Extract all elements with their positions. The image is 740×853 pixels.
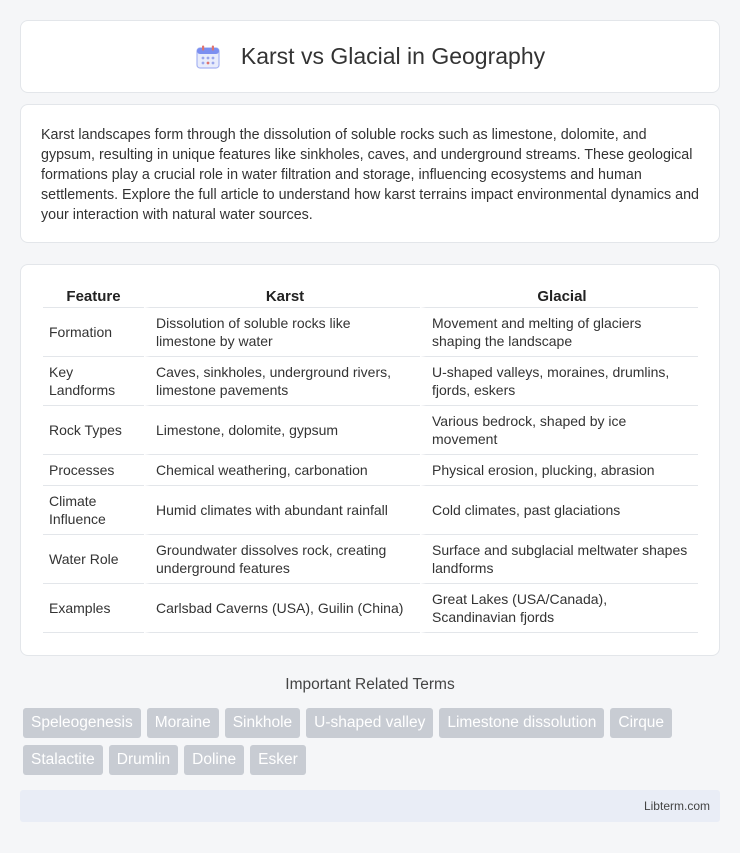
footer xyxy=(20,790,720,822)
cell-glacial: Surface and subglacial meltwater shapes landforms xyxy=(420,535,698,584)
cell-glacial: Great Lakes (USA/Canada), Scandinavian fjords xyxy=(420,584,698,633)
tag-moraine[interactable]: Moraine xyxy=(147,708,219,738)
cell-glacial: Movement and melting of glaciers shaping the landscape xyxy=(420,308,698,357)
tag-sinkhole[interactable]: Sinkhole xyxy=(225,708,300,738)
related-terms-heading: Important Related Terms xyxy=(285,676,455,693)
table-row xyxy=(43,535,698,584)
tag-stalactite[interactable]: Stalactite xyxy=(23,745,103,775)
table-row xyxy=(43,455,698,486)
tag-esker[interactable]: Esker xyxy=(250,745,306,775)
calendar-icon xyxy=(195,44,221,70)
table-row xyxy=(43,357,698,406)
tag-cirque[interactable]: Cirque xyxy=(610,708,672,738)
cell-glacial: Cold climates, past glaciations xyxy=(420,486,698,535)
cell-glacial: Various bedrock, shaped by ice movement xyxy=(420,406,698,455)
cell-karst: Carlsbad Caverns (USA), Guilin (China) xyxy=(144,584,420,633)
tag-speleogenesis[interactable]: Speleogenesis xyxy=(23,708,141,738)
tag-drumlin[interactable]: Drumlin xyxy=(109,745,178,775)
cell-feature: Key Landforms xyxy=(43,357,144,406)
cell-feature: Rock Types xyxy=(43,406,144,455)
cell-karst: Limestone, dolomite, gypsum xyxy=(144,406,420,455)
cell-feature: Examples xyxy=(43,584,144,633)
table-row xyxy=(43,406,698,455)
tag-u-shaped-valley[interactable]: U-shaped valley xyxy=(306,708,433,738)
cell-feature: Formation xyxy=(43,308,144,357)
table-row xyxy=(43,584,698,633)
cell-karst: Chemical weathering, carbonation xyxy=(144,455,420,486)
cell-feature: Processes xyxy=(43,455,144,486)
cell-feature: Water Role xyxy=(43,535,144,584)
cell-glacial: U-shaped valleys, moraines, drumlins, fjords, eskers xyxy=(420,357,698,406)
comparison-card xyxy=(20,264,720,656)
tag-doline[interactable]: Doline xyxy=(184,745,244,775)
table-row xyxy=(43,486,698,535)
cell-glacial: Physical erosion, plucking, abrasion xyxy=(420,455,698,486)
cell-karst: Humid climates with abundant rainfall xyxy=(144,486,420,535)
header-feature: Feature xyxy=(43,285,144,308)
header-karst: Karst xyxy=(144,285,420,308)
intro-card xyxy=(20,104,720,243)
table-row xyxy=(43,308,698,357)
header-glacial: Glacial xyxy=(420,285,698,308)
comparison-table xyxy=(43,285,698,633)
table-header-row xyxy=(43,285,698,308)
cell-feature: Climate Influence xyxy=(43,486,144,535)
footer-site-link[interactable]: Libterm.com xyxy=(643,799,710,813)
cell-karst: Caves, sinkholes, underground rivers, limestone pavements xyxy=(144,357,420,406)
cell-karst: Groundwater dissolves rock, creating underground features xyxy=(144,535,420,584)
related-terms-list xyxy=(23,708,723,775)
title-card xyxy=(20,20,720,93)
intro-paragraph: Karst landscapes form through the dissolution of soluble rocks such as limestone, dolomite, and gypsum, resulting in unique features like sinkholes, caves, and underground streams. These geological formations play a crucial role in water filtration and storage, influencing ecosystems and human settlements. Explore the full article to understand how karst terrains impact environmental dynamics and your interaction with natural water sources. xyxy=(41,127,699,223)
cell-karst: Dissolution of soluble rocks like limestone by water xyxy=(144,308,420,357)
page-title: Karst vs Glacial in Geography xyxy=(240,43,546,69)
tag-limestone-dissolution[interactable]: Limestone dissolution xyxy=(439,708,604,738)
